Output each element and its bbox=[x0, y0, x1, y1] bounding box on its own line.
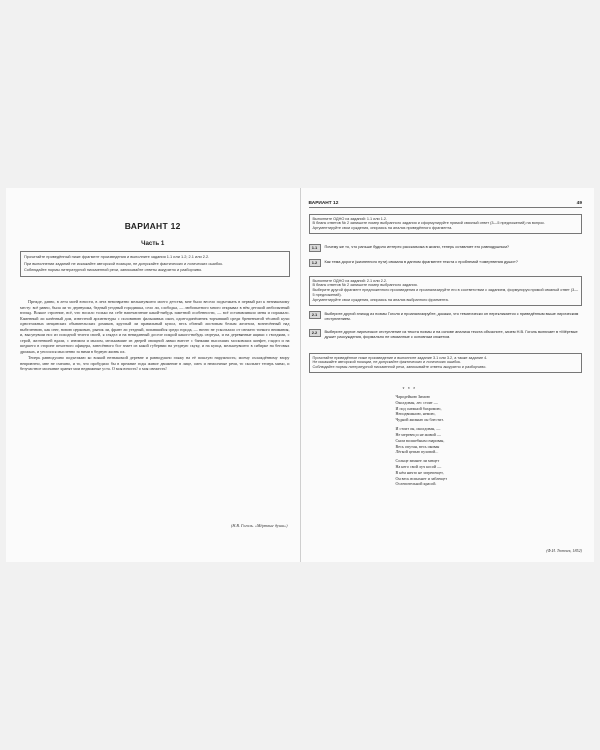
running-header-title: ВАРИАНТ 12 bbox=[308, 201, 339, 206]
task-number: 2.1 bbox=[309, 311, 321, 319]
part-title: Часть 1 bbox=[141, 240, 165, 247]
instruction-line: Аргументируйте свои суждения, опираясь на анализ выбранного фрагмента. bbox=[312, 298, 449, 303]
excerpt-source: (Н.В. Гоголь. «Мёртвые души») bbox=[230, 523, 288, 528]
poem-line: Сном волшебным очарован, bbox=[395, 437, 445, 443]
instruction-line: В бланк ответов № 2 запишите номер выбранного задания и сформулируйте прямой связный ответ (3—5 предложений) на вопрос. bbox=[312, 221, 546, 226]
poem-line: Неподвижною, немою, bbox=[395, 411, 436, 417]
poem-stanza bbox=[396, 426, 448, 455]
instruction-line: Соблюдайте нормы литературной письменной речи, записывайте ответы аккуратно и разборчиво. bbox=[312, 365, 487, 370]
variant-title: ВАРИАНТ 12 bbox=[124, 221, 181, 231]
task-1-2 bbox=[309, 259, 583, 267]
instruction-line: В бланк ответов № 2 запишите номер выбранного задания. bbox=[312, 283, 418, 288]
instruction-line: Аргументируйте свои суждения, опираясь на анализ приведённого фрагмента. bbox=[312, 226, 453, 231]
instruction-line: Соблюдайте нормы литературной письменной речи, записывайте ответы аккуратно и разборчиво. bbox=[24, 267, 203, 273]
task-question: Почему же то, что раньше будило интерес рассказчика в жизни, теперь оставляет его равнодушным? bbox=[324, 244, 510, 249]
instructions-box bbox=[20, 251, 290, 277]
poem-line: И стоит он, околдован, — bbox=[395, 426, 441, 432]
poem-line: Лёгкой цепью пуховой... bbox=[395, 449, 439, 455]
task-question: Как тема дороги (жизненного пути) связана в данном фрагменте текста с проблемой «омертвения души»? bbox=[324, 259, 518, 264]
task-question: Выберите другой эпизод из поэмы Гоголя и проанализируйте, докажи, что тематически он перекликается с приведённым выше лирическим отступлением. bbox=[324, 311, 579, 322]
poem-stars: * * * bbox=[402, 387, 417, 393]
poem-line: Чародейкою Зимою bbox=[395, 394, 430, 399]
poem-line: В нём ничто не затрепещет, bbox=[395, 469, 444, 475]
task-2-2 bbox=[309, 329, 583, 339]
task-2-1 bbox=[309, 311, 583, 321]
instruction-line: При выполнении заданий не искажайте авторской позиции, не допускайте фактических и логических ошибок. bbox=[24, 260, 223, 266]
instruction-line: Прочитайте приведённое ниже произведение и выполните задание 3.1 или 3.2, а также задание 4. bbox=[312, 355, 488, 360]
poem-stanza bbox=[396, 394, 448, 423]
book-spread bbox=[6, 188, 594, 562]
poem-stanza bbox=[396, 458, 448, 487]
instruction-line: Не искажайте авторской позиции, не допускайте фактических и логических ошибок. bbox=[312, 360, 462, 365]
task-number: 2.2 bbox=[309, 329, 321, 337]
instruction-line: Выполните ОДНО из заданий: 2.1 или 2.2. bbox=[312, 278, 388, 283]
task-number: 1.2 bbox=[309, 259, 321, 267]
poem-source: (Ф.И. Тютчев, 1852) bbox=[546, 548, 582, 553]
excerpt-paragraph: Прежде, давно, в лета моей юности, в лета невозвратно мелькнувшего моего детства, мне было весело подъезжать в первый раз к незнакомому месту: всё равно, была ли то деревушка, бедный уездный городишка, село ли, слободка, — любопытного много открывал в нём детский любопытный взгляд. Всякое строение, всё, что носило только на себе напечатление какой-нибудь заметной особенности, — всё останавливало меня и поражало. Каменный ли казённый дом, известной архитектуры с половиною фальшивых окон, один-одинёшенек торчавший среди бревенчатой тёсаной кучи одноэтажных мещанских обывательских домиков, круглый ли правильный купол, весь обитый листовым белым железом, вознесённый над выбеленною, как снег, новою церковью, рынок ли, франт ли уездный, попавшийся среди города, — ничто не ускользало от свежего тонкого внимания, и, высунувши нос из походной телеги своей, я глядел и на невиданный доселе покрой какого-нибудь сюртука, и на деревянные ящики с гвоздями, с серой, желтевшей вдали, с изюмом и мылом, мелькавшие из дверей овощной лавки вместе с банками высохших московских конфет, глядел и на шедшего в стороне пехотного офицера, занесённого бог знает из какой губернии на уездную скуку, и на купца, мелькнувшего в сибирке на беговых дрожках, и уносился мысленно за ними в бедную жизнь их. bbox=[20, 299, 290, 354]
page-number: 49 bbox=[576, 201, 582, 206]
poem-line: Не мертвец и не живой — bbox=[395, 431, 441, 437]
poem-line: Солнце зимнее ли мещет bbox=[395, 458, 440, 464]
instruction-line: Выполните ОДНО из заданий: 1.1 или 1.2. bbox=[312, 216, 388, 221]
instruction-line: Выберите другой фрагмент предложенного произведения и проанализируйте его в соответствии с заданием, формулируя прямой связный ответ (3—5 предложений). bbox=[312, 288, 578, 298]
poem-line: Ослепительной красой. bbox=[395, 481, 437, 487]
excerpt-paragraph: Теперь равнодушно подъезжаю ко всякой незнакомой деревне и равнодушно гляжу на её пошлую наружность; моему охлаждённому взору неприютно, мне не смешно, и то, что пробудило бы в прежние годы живое движение в лице, смех и немолчные речи, то скользит теперь мимо, и безучастное молчание хранят мои недвижные уста. О моя юность! о моя свежесть! bbox=[20, 355, 290, 372]
running-header bbox=[309, 201, 583, 208]
left-page bbox=[6, 188, 301, 562]
task-number: 1.1 bbox=[309, 244, 321, 252]
task-2-instructions bbox=[309, 276, 583, 306]
task-question: Выберите другое лирическое отступление из текста поэмы и на основе анализа текста объясните, зачем Н.В. Гоголь включает в «Мёртвые души» рассуждения, формально не связанные с основным сюжетом. bbox=[324, 329, 578, 340]
excerpt-text bbox=[20, 299, 290, 373]
task-1-instructions bbox=[309, 214, 583, 234]
poem-line: Весь опутан, весь окован bbox=[395, 443, 440, 449]
task-3-instructions bbox=[309, 353, 583, 373]
task-1-1 bbox=[309, 244, 583, 252]
poem-line: И под снежной бахромою, bbox=[395, 405, 442, 411]
poem-line: Околдован, лес стоит — bbox=[395, 399, 438, 405]
poem-line: На него свой луч косой — bbox=[395, 463, 442, 469]
poem-line: Чудной жизнью он блестит. bbox=[395, 417, 444, 423]
poem-line: Он весь вспыхнет и заблещет bbox=[395, 475, 447, 481]
instruction-line: Прочитайте приведённый ниже фрагмент произведения и выполните задания 1.1 или 1.2; 2.1 или 2.2. bbox=[24, 254, 210, 259]
poem bbox=[396, 394, 448, 490]
right-page bbox=[301, 188, 595, 562]
